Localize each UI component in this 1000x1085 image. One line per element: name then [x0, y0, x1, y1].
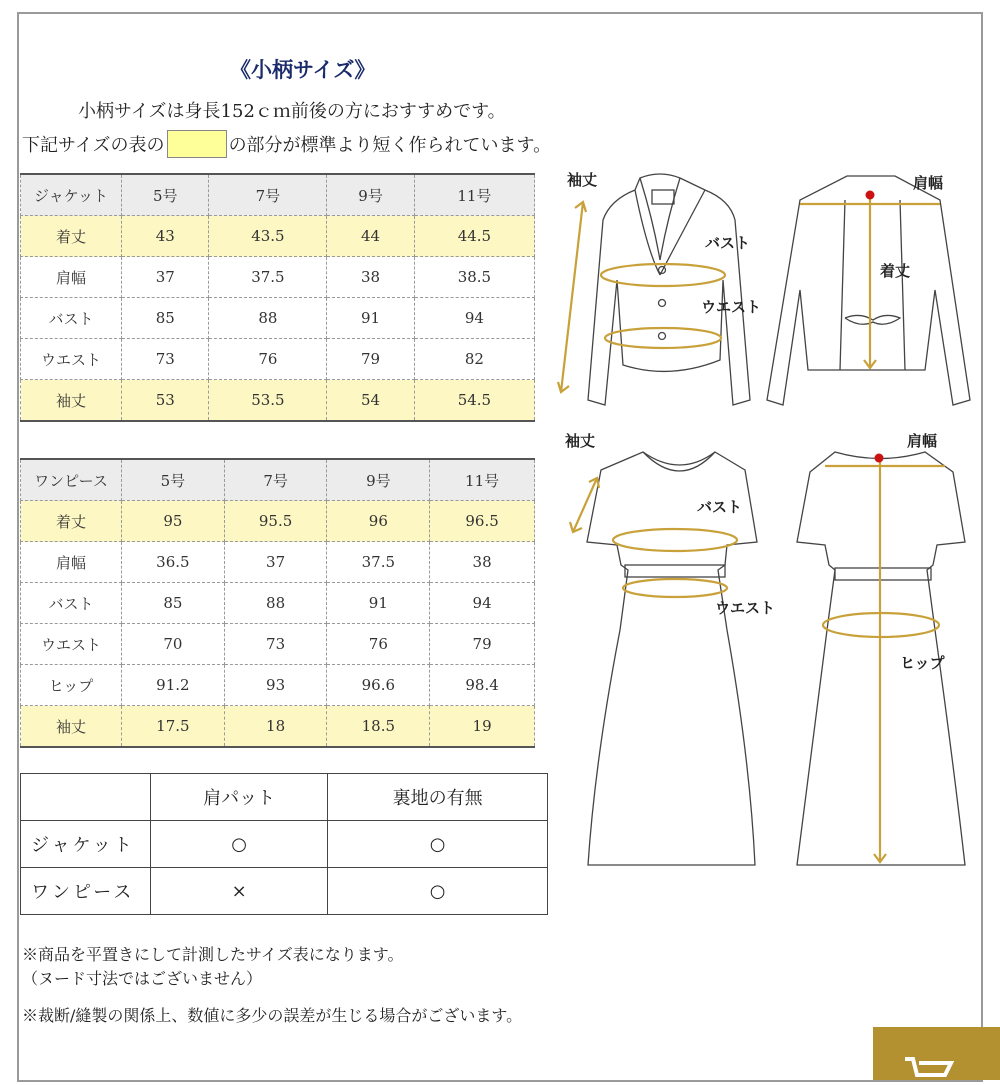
table-cell: 37: [122, 257, 209, 298]
row-label: 肩幅: [21, 542, 122, 583]
table-row: [21, 542, 535, 583]
table-row: [21, 821, 548, 868]
table-cell: 79: [327, 339, 414, 380]
row-label: ワンピース: [21, 868, 151, 915]
dress-front-measure-lines: [570, 478, 737, 597]
header-cell: 9号: [327, 459, 430, 501]
row-label: バスト: [21, 298, 122, 339]
table-cell: 93: [224, 665, 327, 706]
table-cell: 98.4: [430, 665, 535, 706]
header-cell: 裏地の有無: [328, 774, 548, 821]
intro-text: 小柄サイズは身長152ｃｍ前後の方におすすめです。: [78, 101, 506, 122]
table-cell: 88: [209, 298, 327, 339]
table-cell: 38: [327, 257, 414, 298]
label-jacket-shoulder: 肩幅: [913, 174, 944, 192]
table-cell: ○: [328, 821, 548, 868]
table-cell: 37: [224, 542, 327, 583]
table-cell: 88: [224, 583, 327, 624]
note-nude-size: （ヌード寸法ではございません）: [22, 969, 263, 988]
note-tolerance: ※裁断/縫製の関係上、数値に多少の誤差が生じる場合がございます。: [22, 1006, 523, 1025]
table-row: [21, 216, 535, 257]
header-cell: 9号: [327, 174, 414, 216]
table-cell: 76: [327, 624, 430, 665]
table-cell: 95: [122, 501, 225, 542]
jacket-front-illustration: [588, 174, 750, 405]
table-cell: 53: [122, 380, 209, 422]
table-cell: 91: [327, 583, 430, 624]
label-dress-bust: バスト: [697, 498, 743, 516]
label-dress-shoulder: 肩幅: [907, 432, 938, 450]
table-cell: 54.5: [414, 380, 534, 422]
table-cell: 85: [122, 298, 209, 339]
table-row: [21, 868, 548, 915]
table-cell: 73: [224, 624, 327, 665]
dress-shoulder-point-icon: [875, 454, 884, 463]
table-cell: 37.5: [327, 542, 430, 583]
cart-icon: [901, 1055, 961, 1085]
table-cell: 44.5: [414, 216, 534, 257]
table-cell: 36.5: [122, 542, 225, 583]
table-cell: 18.5: [327, 706, 430, 748]
jacket-shoulder-point-icon: [866, 191, 875, 200]
options-header-row: [21, 774, 548, 821]
intro-note-before: 下記サイズの表の: [22, 135, 165, 156]
intro-highlight-note: [22, 130, 551, 158]
header-cell: 肩パット: [151, 774, 328, 821]
note-measurement: ※商品を平置きにして計測したサイズ表になります。: [22, 945, 404, 964]
row-label: 肩幅: [21, 257, 122, 298]
table-cell: 94: [430, 583, 535, 624]
label-dress-waist: ウエスト: [715, 599, 776, 617]
jacket-front-measure-lines: [558, 202, 725, 392]
label-dress-hip: ヒップ: [900, 654, 945, 672]
table-cell: 44: [327, 216, 414, 257]
header-cell: 7号: [224, 459, 327, 501]
table-row: [21, 665, 535, 706]
table-cell: 43: [122, 216, 209, 257]
table-cell: 96.6: [327, 665, 430, 706]
table-header-row: [21, 174, 535, 216]
header-cell: 11号: [430, 459, 535, 501]
table-cell: 95.5: [224, 501, 327, 542]
page-title: 《小柄サイズ》: [230, 57, 376, 82]
header-cell: ワンピース: [21, 459, 122, 501]
table-cell: 91: [327, 298, 414, 339]
table-cell: 54: [327, 380, 414, 422]
table-row: [21, 624, 535, 665]
header-cell: 7号: [209, 174, 327, 216]
row-label: 袖丈: [21, 706, 122, 748]
header-cell: 5号: [122, 459, 225, 501]
highlight-swatch: [167, 130, 227, 158]
table-cell: 76: [209, 339, 327, 380]
garment-diagram: [555, 160, 985, 880]
jacket-back-illustration: [767, 176, 970, 405]
table-cell: ○: [328, 868, 548, 915]
table-cell: 38.5: [414, 257, 534, 298]
label-jacket-sleeve: 袖丈: [567, 171, 598, 189]
header-cell: ジャケット: [21, 174, 122, 216]
header-cell: [21, 774, 151, 821]
row-label: 着丈: [21, 501, 122, 542]
table-row: [21, 706, 535, 748]
table-cell: 37.5: [209, 257, 327, 298]
table-cell: 82: [414, 339, 534, 380]
table-header-row: [21, 459, 535, 501]
table-row: [21, 298, 535, 339]
onepiece-size-table: [20, 458, 535, 748]
table-row: [21, 583, 535, 624]
row-label: 袖丈: [21, 380, 122, 422]
table-cell: ×: [151, 868, 328, 915]
table-row: [21, 501, 535, 542]
header-cell: 11号: [414, 174, 534, 216]
table-cell: 70: [122, 624, 225, 665]
options-table: [20, 773, 548, 915]
label-jacket-bust: バスト: [705, 234, 751, 252]
table-cell: 79: [430, 624, 535, 665]
label-jacket-waist: ウエスト: [701, 298, 762, 316]
cart-button[interactable]: [873, 1027, 1000, 1080]
table-cell: 53.5: [209, 380, 327, 422]
row-label: ヒップ: [21, 665, 122, 706]
table-row: [21, 339, 535, 380]
jacket-back-measure-lines: [800, 196, 940, 368]
header-cell: 5号: [122, 174, 209, 216]
table-row: [21, 257, 535, 298]
table-cell: 91.2: [122, 665, 225, 706]
intro-note-after: の部分が標準より短く作られています。: [228, 135, 552, 156]
table-cell: ○: [151, 821, 328, 868]
row-label: 着丈: [21, 216, 122, 257]
row-label: ウエスト: [21, 624, 122, 665]
table-cell: 43.5: [209, 216, 327, 257]
table-row: [21, 380, 535, 422]
table-cell: 96: [327, 501, 430, 542]
row-label: バスト: [21, 583, 122, 624]
table-cell: 19: [430, 706, 535, 748]
table-cell: 18: [224, 706, 327, 748]
table-cell: 94: [414, 298, 534, 339]
label-jacket-length: 着丈: [880, 262, 911, 280]
row-label: ウエスト: [21, 339, 122, 380]
table-cell: 38: [430, 542, 535, 583]
table-cell: 73: [122, 339, 209, 380]
table-cell: 96.5: [430, 501, 535, 542]
label-dress-sleeve: 袖丈: [565, 432, 596, 450]
table-cell: 17.5: [122, 706, 225, 748]
table-cell: 85: [122, 583, 225, 624]
row-label: ジャケット: [21, 821, 151, 868]
jacket-size-table: [20, 173, 535, 422]
